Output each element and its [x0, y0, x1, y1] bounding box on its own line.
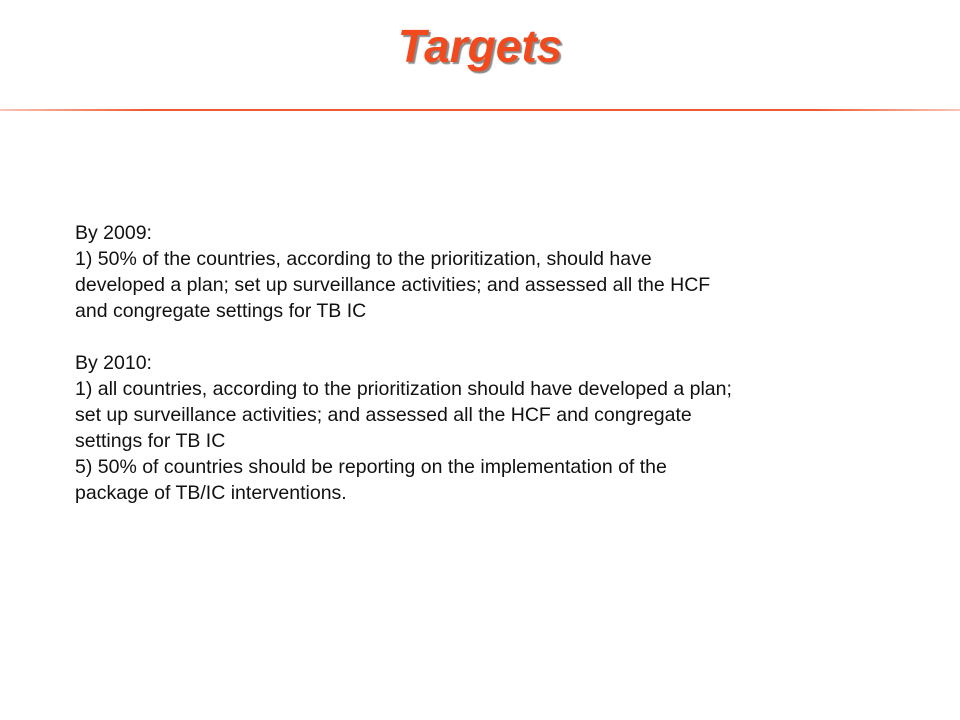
section-2010-line: package of TB/IC interventions.: [75, 482, 347, 504]
section-2010-line: 1) all countries, according to the prioritization should have developed a plan;: [75, 378, 732, 400]
section-2009-line: 1) 50% of the countries, according to the prioritization, should have: [75, 248, 652, 270]
slide-title: Targets: [397, 20, 563, 72]
slide-body: [75, 220, 915, 506]
section-2009-line: developed a plan; set up surveillance activities; and assessed all the HCF: [75, 274, 711, 296]
section-2009-line: and congregate settings for TB IC: [75, 300, 367, 322]
section-2009-heading: By 2009:: [75, 222, 152, 244]
section-2010-line: 5) 50% of countries should be reporting on the implementation of the: [75, 456, 667, 478]
section-2010-line: set up surveillance activities; and assessed all the HCF and congregate: [75, 404, 692, 426]
section-spacer: [75, 324, 915, 350]
section-2010-heading: By 2010:: [75, 352, 152, 374]
section-2010-line: settings for TB IC: [75, 430, 226, 452]
title-divider: [0, 109, 960, 111]
